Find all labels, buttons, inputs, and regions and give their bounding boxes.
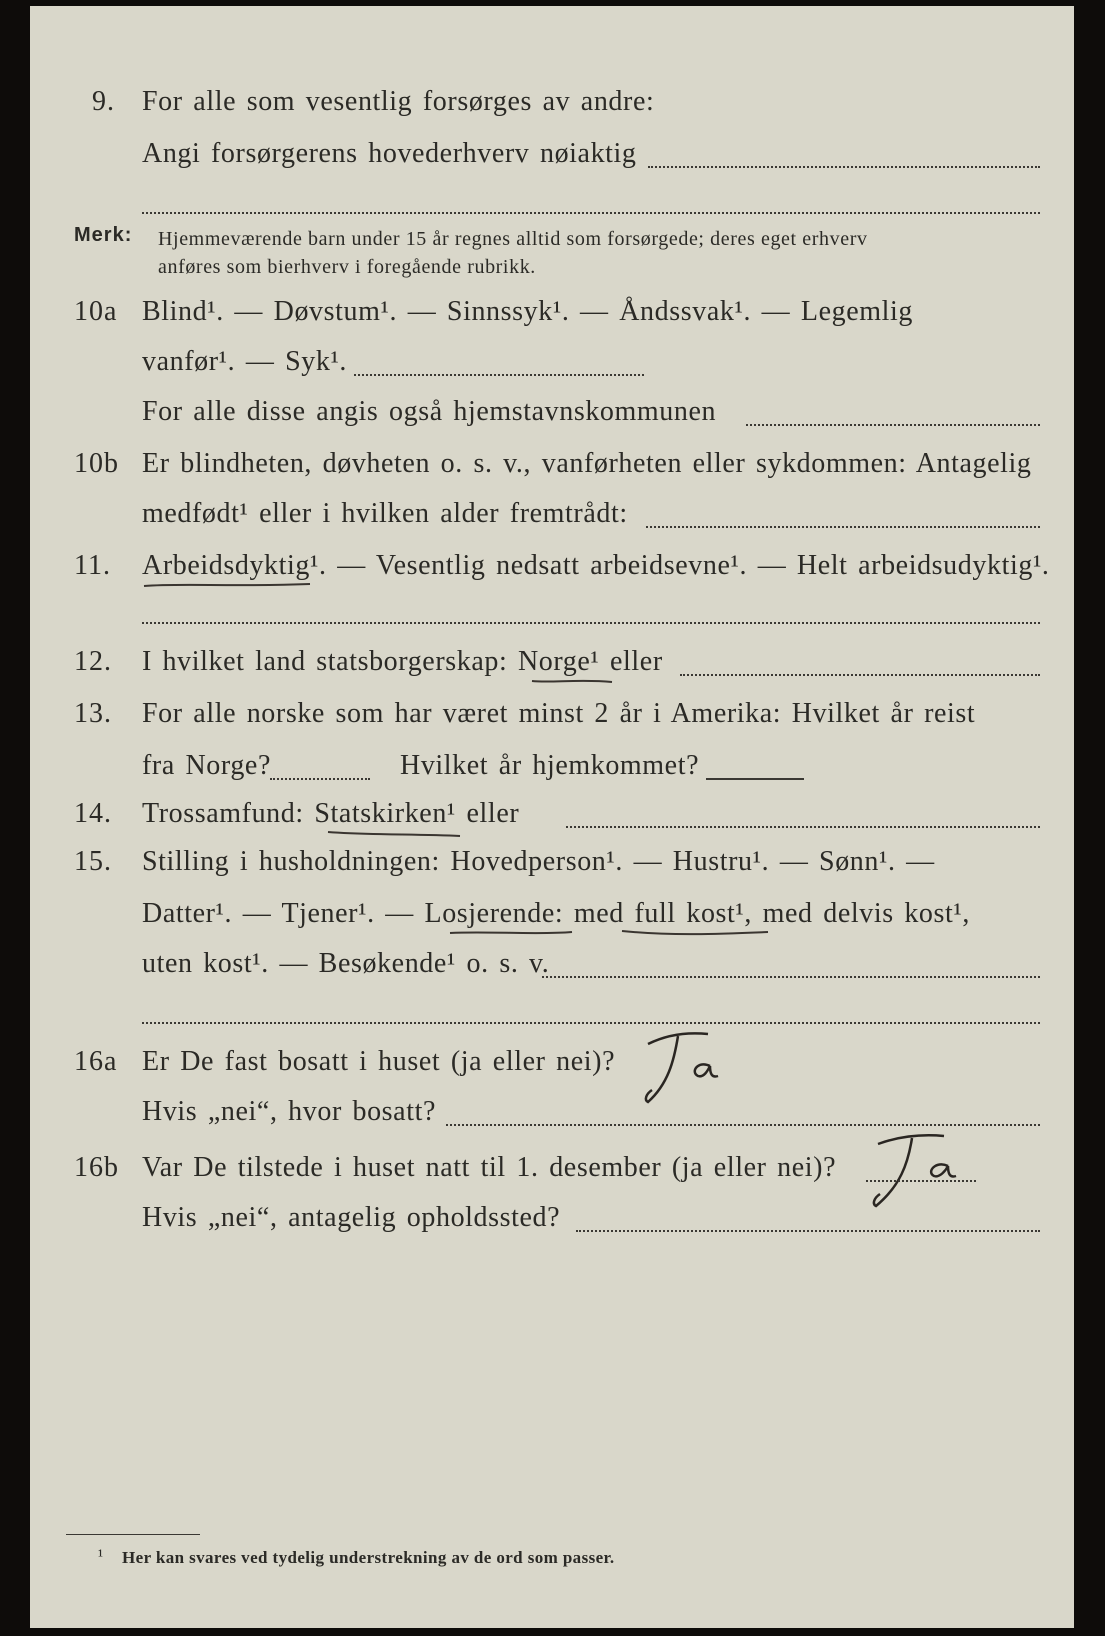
q15-answer-line2 [142,1022,1040,1024]
q9-number: 9. [92,86,115,117]
q15-text-line1: Stilling i husholdningen: Hovedperson¹. — Hustru¹. — Sønn¹. — [142,846,935,877]
q16b-number: 16b [74,1152,119,1183]
q16b-answer-line1 [866,1180,976,1182]
q10a-text-line3: For alle disse angis også hjemstavnskommunen [142,396,717,427]
q16b-handwritten-answer [864,1130,960,1212]
census-form-page [30,6,1074,1628]
q11-answer-line [142,622,1040,624]
q14-answer-line [566,826,1040,828]
q10a-number: 10a [74,296,118,327]
q15-handwritten-underline-losjerende [448,928,574,938]
q16b-answer-line2 [576,1230,1040,1232]
q13-text-line2a: fra Norge? [142,750,271,781]
q15-answer-line1 [542,976,1040,978]
q10b-number: 10b [74,448,119,479]
q15-handwritten-underline-full-kost [620,928,770,938]
q9-text-line1: For alle som vesentlig forsørges av andre: [142,86,655,117]
q12-text-line1: I hvilket land statsborgerskap: Norge¹ eller [142,646,663,677]
merk-label: Merk: [74,224,133,246]
q16a-number: 16a [74,1046,118,1077]
footnote-separator [66,1534,200,1535]
footnote-text: Her kan svares ved tydelig understrekning av de ord som passer. [122,1548,615,1567]
q16a-text-line1: Er De fast bosatt i huset (ja eller nei)? [142,1046,616,1077]
q13-text-line1: For alle norske som har været minst 2 år i Amerika: Hvilket år reist [142,698,976,729]
q13-answer-returned [706,778,804,780]
q15-text-line3: uten kost¹. — Besøkende¹ o. s. v. [142,948,550,979]
q11-number: 11. [74,550,111,581]
merk-text-line1: Hjemmeværende barn under 15 år regnes alltid som forsørgede; deres eget erhverv [158,228,868,250]
q9-answer-line2 [142,212,1040,214]
q15-number: 15. [74,846,112,877]
q16a-answer-line [446,1124,1040,1126]
q10b-answer-line [646,526,1040,528]
q10a-text-line2: vanfør¹. — Syk¹. [142,346,348,377]
q10a-text-line1: Blind¹. — Døvstum¹. — Sinnssyk¹. — Åndssvak¹. — Legemlig [142,296,913,327]
q13-text-line2b: Hvilket år hjemkommet? [400,750,700,781]
q12-number: 12. [74,646,112,677]
q9-answer-line1 [648,166,1040,168]
q10a-answer-line2 [746,424,1040,426]
q14-handwritten-underline [326,828,462,838]
q13-answer-departed [270,778,370,780]
q11-handwritten-underline [142,580,312,590]
q11-text-line1: Arbeidsdyktig¹. — Vesentlig nedsatt arbeidsevne¹. — Helt arbeidsudyktig¹. [142,550,1050,581]
q16a-handwritten-answer [638,1026,722,1108]
q14-text-line1: Trossamfund: Statskirken¹ eller [142,798,520,829]
q14-number: 14. [74,798,112,829]
q13-number: 13. [74,698,112,729]
q15-text-line2: Datter¹. — Tjener¹. — Losjerende: med full kost¹, med delvis kost¹, [142,898,970,929]
q16b-text-line1: Var De tilstede i huset natt til 1. desember (ja eller nei)? [142,1152,837,1183]
q9-text-line2: Angi forsørgerens hovederhverv nøiaktig [142,138,637,169]
q16b-text-line2: Hvis „nei“, antagelig opholdssted? [142,1202,561,1233]
q12-answer-line [680,674,1040,676]
footnote-mark: ¹ [98,1546,104,1565]
q10a-answer-line1 [354,374,644,376]
q12-handwritten-underline [530,676,614,686]
merk-text-line2: anføres som bierhverv i foregående rubrikk. [158,256,536,278]
q10b-text-line2: medfødt¹ eller i hvilken alder fremtrådt: [142,498,628,529]
q10b-text-line1: Er blindheten, døvheten o. s. v., vanførheten eller sykdommen: Antagelig [142,448,1032,479]
q16a-text-line2: Hvis „nei“, hvor bosatt? [142,1096,436,1127]
